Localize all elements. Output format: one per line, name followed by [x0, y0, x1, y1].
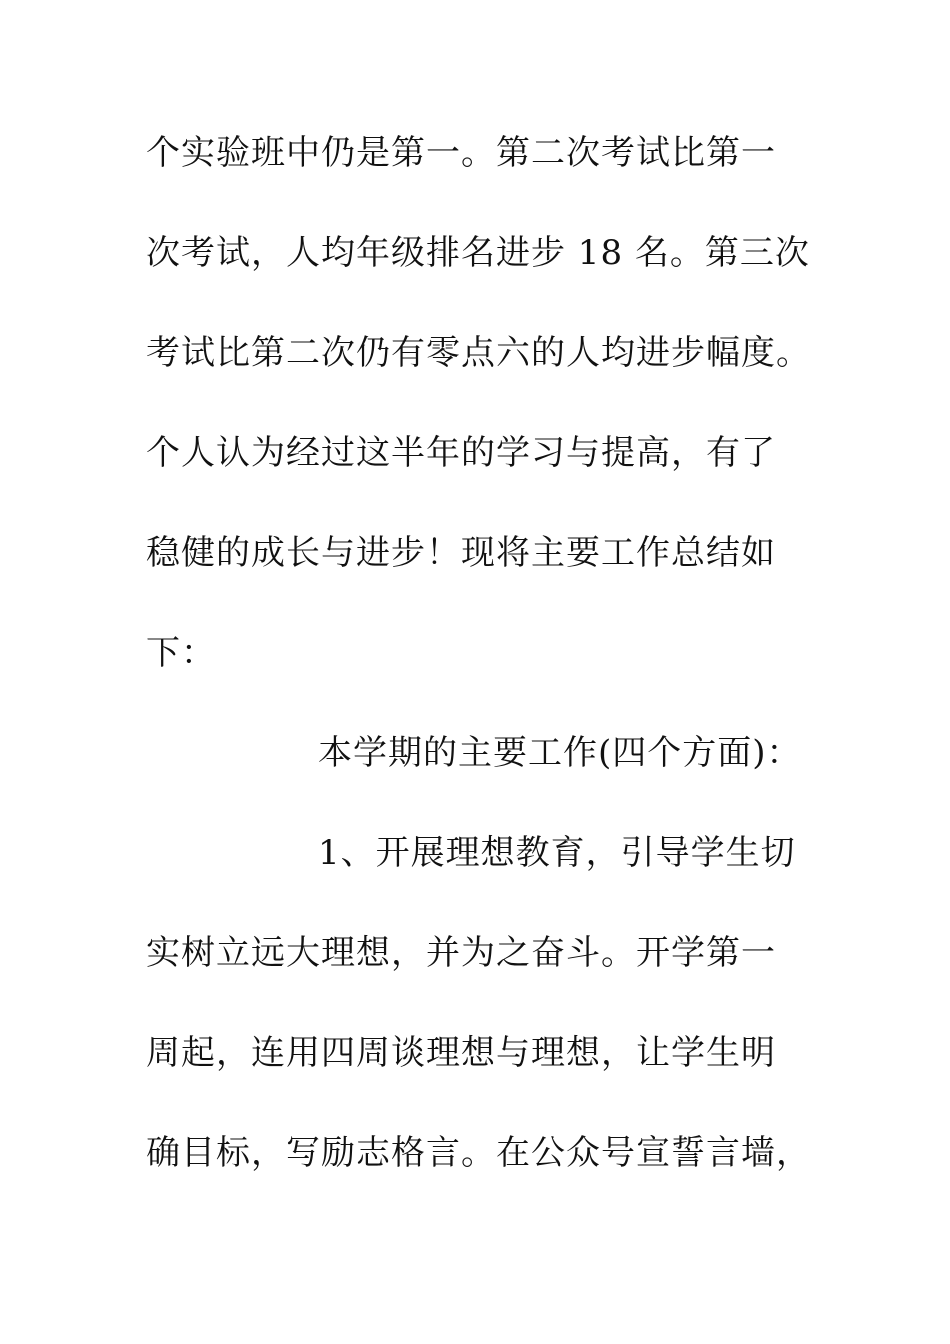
paragraph-line: 考试比第二次仍有零点六的人均进步幅度。	[146, 333, 811, 373]
paragraph-line: 1、开展理想教育，引导学生切	[318, 833, 796, 873]
paragraph-line: 个实验班中仍是第一。第二次考试比第一	[146, 133, 776, 173]
section-heading: 本学期的主要工作(四个方面)：	[318, 733, 802, 773]
paragraph-line: 个人认为经过这半年的学习与提高，有了	[146, 433, 776, 473]
paragraph-line: 周起，连用四周谈理想与理想，让学生明	[146, 1033, 776, 1073]
paragraph-line: 次考试，人均年级排名进步 18 名。第三次	[146, 233, 810, 273]
paragraph-line: 确目标，写励志格言。在公众号宣誓言墙，	[146, 1133, 811, 1173]
paragraph-line: 稳健的成长与进步！现将主要工作总结如	[146, 533, 776, 573]
paragraph-line: 实树立远大理想，并为之奋斗。开学第一	[146, 933, 776, 973]
paragraph-line: 下：	[146, 633, 216, 673]
